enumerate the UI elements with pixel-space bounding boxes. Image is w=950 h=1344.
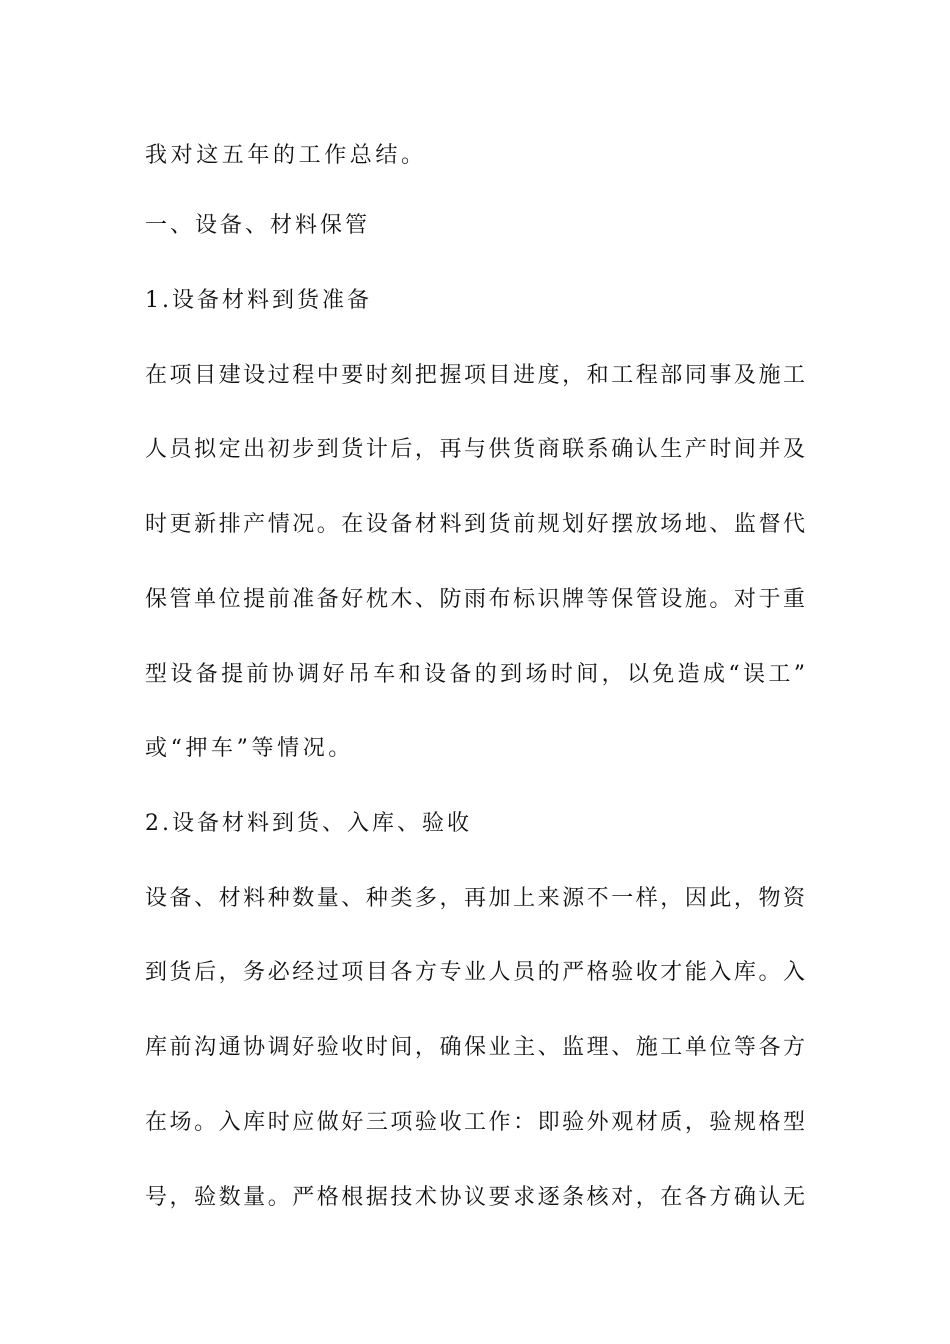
paragraph-intro: 我对这五年的工作总结。 xyxy=(145,143,427,168)
paragraph-line: 人员拟定出初步到货计后，再与供货商联系确认生产时间并及 xyxy=(145,437,805,462)
paragraph-line: 设备、材料种数量、种类多，再加上来源不一样，因此，物资 xyxy=(145,886,805,911)
paragraph-line: 型设备提前协调好吊车和设备的到场时间，以免造成“误工” xyxy=(145,662,805,687)
section-heading-1: 一、设备、材料保管 xyxy=(145,213,371,238)
paragraph-line: 到货后，务必经过项目各方专业人员的严格验收才能入库。入 xyxy=(145,960,805,985)
paragraph-line: 时更新排产情况。在设备材料到货前规划好摆放场地、监督代 xyxy=(145,512,805,537)
paragraph-line: 或“押车”等情况。 xyxy=(145,736,354,761)
paragraph-line: 号，验数量。严格根据技术协议要求逐条核对，在各方确认无 xyxy=(145,1185,805,1210)
subsection-heading-1: 1.设备材料到货准备 xyxy=(145,288,372,313)
paragraph-line: 库前沟通协调好验收时间，确保业主、监理、施工单位等各方 xyxy=(145,1035,805,1060)
paragraph-line: 在场。入库时应做好三项验收工作：即验外观材质，验规格型 xyxy=(145,1110,805,1135)
paragraph-line: 在项目建设过程中要时刻把握项目进度，和工程部同事及施工 xyxy=(145,363,805,388)
paragraph-line: 保管单位提前准备好枕木、防雨布标识牌等保管设施。对于重 xyxy=(145,587,805,612)
subsection-heading-2: 2.设备材料到货、入库、验收 xyxy=(145,811,472,836)
